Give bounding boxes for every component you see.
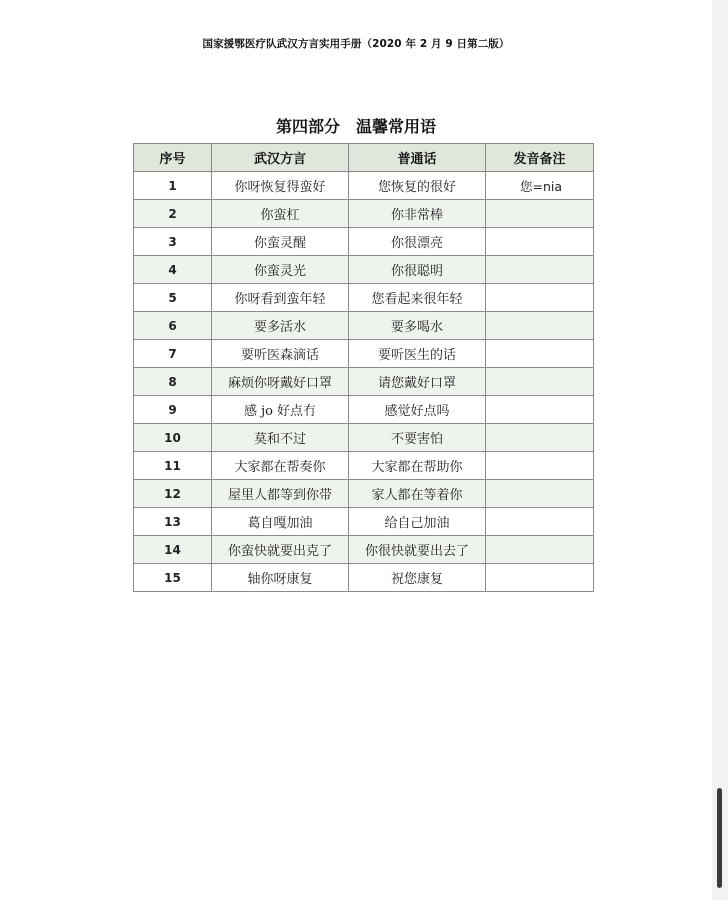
pronunciation-note-cell: [486, 424, 594, 452]
scrollbar-track[interactable]: [712, 0, 728, 900]
pronunciation-note-cell: [486, 312, 594, 340]
mandarin-cell: 你很聪明: [349, 256, 486, 284]
dialect-cell: 要多活水: [212, 312, 349, 340]
row-number: 12: [134, 480, 212, 508]
row-number: 6: [134, 312, 212, 340]
mandarin-cell: 祝您康复: [349, 564, 486, 592]
mandarin-cell: 要听医生的话: [349, 340, 486, 368]
table-header-row: [134, 144, 594, 172]
pronunciation-note-cell: [486, 256, 594, 284]
pronunciation-note-cell: [486, 200, 594, 228]
row-number: 4: [134, 256, 212, 284]
dialect-cell: 麻烦你呀戴好口罩: [212, 368, 349, 396]
mandarin-cell: 您恢复的很好: [349, 172, 486, 200]
row-number: 13: [134, 508, 212, 536]
table-row: [134, 284, 594, 312]
dialect-cell: 轴你呀康复: [212, 564, 349, 592]
pronunciation-note-cell: [486, 452, 594, 480]
pronunciation-note-cell: [486, 508, 594, 536]
table-row: [134, 480, 594, 508]
row-number: 1: [134, 172, 212, 200]
row-number: 3: [134, 228, 212, 256]
table-row: [134, 200, 594, 228]
pronunciation-note-cell: [486, 340, 594, 368]
pronunciation-note-cell: 您=nia: [486, 172, 594, 200]
dialect-cell: 你蛮快就要出克了: [212, 536, 349, 564]
pronunciation-note-cell: [486, 480, 594, 508]
document-header: 国家援鄂医疗队武汉方言实用手册（2020 年 2 月 9 日第二版）: [202, 38, 510, 50]
row-number: 5: [134, 284, 212, 312]
phrase-table: [133, 143, 594, 592]
dialect-cell: 你蛮灵光: [212, 256, 349, 284]
table-row: [134, 396, 594, 424]
row-number: 15: [134, 564, 212, 592]
pronunciation-note-cell: [486, 536, 594, 564]
dialect-cell: 屋里人都等到你带: [212, 480, 349, 508]
table-row: [134, 312, 594, 340]
table-row: [134, 340, 594, 368]
mandarin-cell: 您看起来很年轻: [349, 284, 486, 312]
dialect-cell: 葛自嘎加油: [212, 508, 349, 536]
table-row: [134, 172, 594, 200]
pronunciation-note-cell: [486, 228, 594, 256]
dialect-cell: 你蛮灵醒: [212, 228, 349, 256]
dialect-cell: 大家都在帮奏你: [212, 452, 349, 480]
scrollbar-thumb[interactable]: [717, 788, 722, 888]
row-number: 11: [134, 452, 212, 480]
column-header-mandarin: 普通话: [349, 144, 486, 172]
pronunciation-note-cell: [486, 564, 594, 592]
mandarin-cell: 你很漂亮: [349, 228, 486, 256]
table-row: [134, 564, 594, 592]
dialect-cell: 你蛮杠: [212, 200, 349, 228]
pronunciation-note-cell: [486, 368, 594, 396]
mandarin-cell: 大家都在帮助你: [349, 452, 486, 480]
mandarin-cell: 你很快就要出去了: [349, 536, 486, 564]
table-row: [134, 536, 594, 564]
row-number: 10: [134, 424, 212, 452]
dialect-cell: 你呀恢复得蛮好: [212, 172, 349, 200]
table-row: [134, 228, 594, 256]
row-number: 7: [134, 340, 212, 368]
mandarin-cell: 感觉好点吗: [349, 396, 486, 424]
mandarin-cell: 不要害怕: [349, 424, 486, 452]
table-row: [134, 424, 594, 452]
mandarin-cell: 请您戴好口罩: [349, 368, 486, 396]
column-header-note: 发音备注: [486, 144, 594, 172]
dialect-cell: 要听医森滴话: [212, 340, 349, 368]
table-row: [134, 256, 594, 284]
row-number: 14: [134, 536, 212, 564]
row-number: 2: [134, 200, 212, 228]
table-row: [134, 452, 594, 480]
mandarin-cell: 你非常棒: [349, 200, 486, 228]
column-header-number: 序号: [134, 144, 212, 172]
mandarin-cell: 家人都在等着你: [349, 480, 486, 508]
row-number: 9: [134, 396, 212, 424]
dialect-cell: 你呀看到蛮年轻: [212, 284, 349, 312]
table-row: [134, 508, 594, 536]
section-title: 第四部分 温馨常用语: [275, 117, 436, 136]
mandarin-cell: 要多喝水: [349, 312, 486, 340]
mandarin-cell: 给自己加油: [349, 508, 486, 536]
dialect-cell: 感 jo 好点冇: [212, 396, 349, 424]
pronunciation-note-cell: [486, 284, 594, 312]
row-number: 8: [134, 368, 212, 396]
column-header-dialect: 武汉方言: [212, 144, 349, 172]
table-row: [134, 368, 594, 396]
pronunciation-note-cell: [486, 396, 594, 424]
dialect-cell: 莫和不过: [212, 424, 349, 452]
